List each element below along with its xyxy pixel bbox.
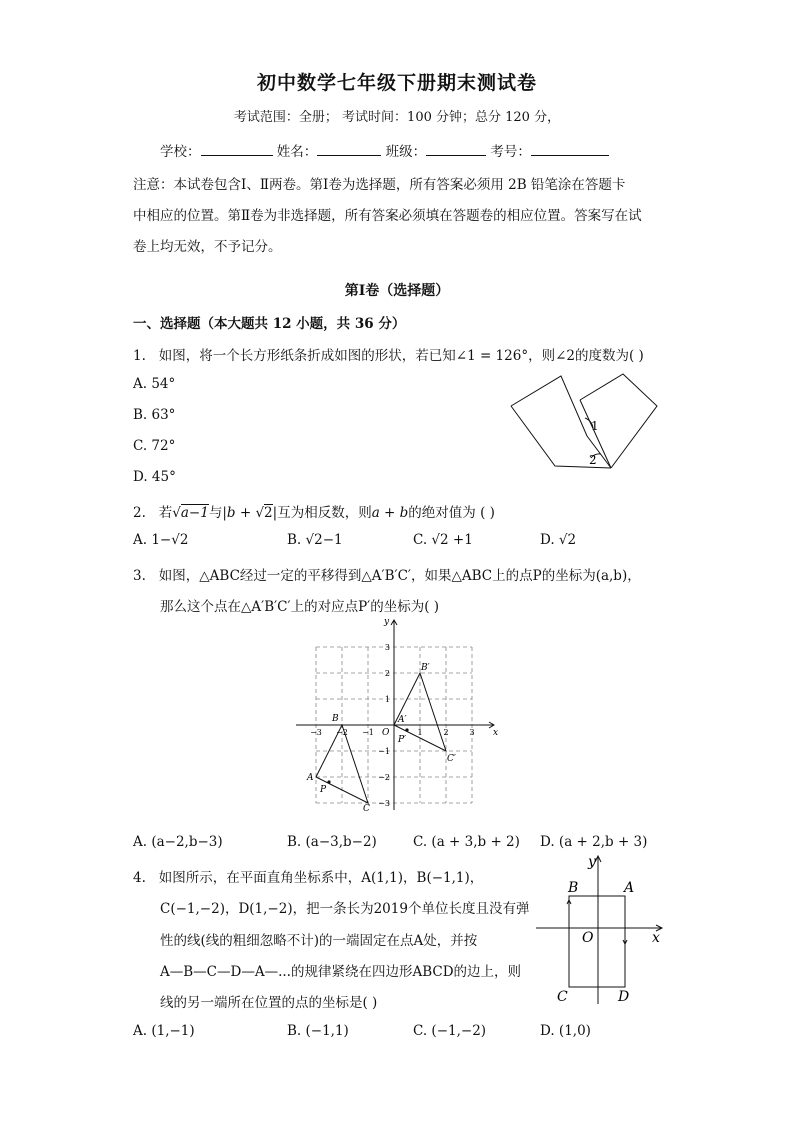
- point-c-label: C: [363, 804, 370, 814]
- point-p-prime-label: P′: [398, 735, 407, 745]
- notice-line-1: 注意：本试卷包含Ⅰ、Ⅱ两卷。第Ⅰ卷为选择题，所有答案必须用 2B 铅笔涂在答题卡: [133, 177, 626, 193]
- q3-option-d[interactable]: D. (a + 2,b + 3): [540, 834, 648, 850]
- point-a-prime-label: A′: [398, 715, 407, 725]
- folded-strip-figure: [505, 370, 665, 470]
- y-axis-label: y: [588, 854, 596, 870]
- sqrt-symbol: √: [255, 505, 265, 521]
- y-tick: −2: [378, 773, 390, 782]
- y-tick: 1: [384, 695, 390, 704]
- x-axis-label: x: [652, 930, 660, 946]
- q3-option-c[interactable]: C. (a + 3,b + 2): [413, 834, 520, 850]
- q4-option-c[interactable]: C. (−1,−2): [413, 1023, 487, 1039]
- q2-sqrt-content: a−1: [180, 505, 209, 521]
- x-tick: −2: [336, 728, 348, 737]
- q2-option-b[interactable]: B. √2−1: [287, 532, 343, 548]
- question-number: 4.: [133, 870, 146, 886]
- point-d-label: D: [618, 989, 630, 1005]
- origin-label: O: [582, 930, 594, 946]
- question-3: [133, 564, 641, 584]
- q2-sqrt-2: 2: [264, 505, 273, 521]
- number-label: 考号：: [490, 144, 531, 160]
- q1-option-d[interactable]: D. 45°: [133, 469, 176, 485]
- q2-text-g: 的绝对值为 ( ): [408, 505, 495, 521]
- q2-option-a[interactable]: A. 1−√2: [133, 532, 189, 548]
- origin-label: O: [382, 728, 390, 738]
- x-tick: 3: [469, 728, 475, 737]
- x-axis-label: x: [493, 728, 499, 738]
- q4-option-a[interactable]: A. (1,−1): [133, 1023, 195, 1039]
- point-b-label: B: [332, 714, 339, 724]
- notice-line-2: 中相应的位置。第Ⅱ卷为非选择题，所有答案必须填在答题卷的相应位置。答案写在试: [133, 208, 642, 224]
- question-text: 如图，将一个长方形纸条折成如图的形状，若已知∠1 = 126°，则∠2的度数为( ): [158, 348, 644, 364]
- exam-title: 初中数学七年级下册期末测试卷: [256, 72, 537, 94]
- question-1: [133, 344, 644, 364]
- q2-text-b: 与|: [208, 505, 227, 521]
- q4-option-d[interactable]: D. (1,0): [540, 1023, 591, 1039]
- question-number: 2.: [133, 505, 146, 521]
- point-b-prime-label: B′: [421, 663, 430, 673]
- point-a-label: A: [307, 773, 314, 783]
- q2-text-a: 若: [158, 505, 173, 521]
- question-number: 1.: [133, 348, 146, 364]
- rectangle-abcd-figure: [532, 852, 667, 1008]
- section-title: 第Ⅰ卷（选择题）: [344, 283, 450, 299]
- class-label: 班级：: [385, 144, 427, 160]
- exam-subtitle: 考试范围：全册； 考试时间：100 分钟；总分 120 分，: [233, 110, 561, 125]
- x-tick: 2: [443, 728, 449, 737]
- angle-2-label: 2: [589, 453, 597, 467]
- school-field[interactable]: [201, 141, 273, 156]
- name-field[interactable]: [317, 141, 381, 156]
- sqrt-symbol: √: [172, 505, 181, 521]
- q3-option-a[interactable]: A. (a−2,b−3): [133, 834, 223, 850]
- part-title: 一、选择题（本大题共 12 小题，共 36 分）: [133, 316, 406, 332]
- y-tick: −1: [378, 747, 390, 756]
- question-text-line-4: A—B—C—D—A—...的规律紧绕在四边形ABCD的边上，则: [160, 964, 522, 980]
- question-text-line-1: 如图，△ABC经过一定的平移得到△A′B′C′，如果△ABC上的点P的坐标为(a,b)，: [158, 568, 641, 584]
- q4-option-b[interactable]: B. (−1,1): [287, 1023, 349, 1039]
- x-tick: −1: [362, 728, 374, 737]
- q3-option-b[interactable]: B. (a−3,b−2): [287, 834, 377, 850]
- x-tick: 1: [417, 728, 423, 737]
- point-p-label: P: [320, 785, 327, 795]
- q2-text-c: b +: [226, 505, 256, 521]
- school-label: 学校：: [160, 144, 201, 160]
- y-tick: −3: [378, 799, 390, 808]
- question-4: [133, 866, 483, 886]
- question-text-line-3: 性的线(线的粗细忽略不计)的一端固定在点A处，并按: [160, 933, 478, 949]
- question-text-line-2: 那么这个点在△A′B′C′上的对应点P′的坐标为( ): [160, 599, 440, 615]
- q2-text-e: |互为相反数，则: [272, 505, 372, 521]
- number-field[interactable]: [531, 141, 609, 156]
- angle-1-label: 1: [591, 419, 599, 433]
- y-tick: 3: [384, 643, 390, 652]
- point-c-prime-label: C′: [447, 754, 456, 764]
- q2-option-c[interactable]: C. √2 +1: [413, 532, 473, 548]
- q2-text-f: a + b: [371, 505, 409, 521]
- y-axis-label: y: [384, 617, 390, 627]
- q1-option-a[interactable]: A. 54°: [133, 376, 176, 392]
- q1-option-b[interactable]: B. 63°: [133, 407, 176, 423]
- student-info-row: [160, 140, 609, 160]
- question-text-line-2: C(−1,−2)，D(1,−2)，把一条长为2019个单位长度且没有弹: [160, 901, 530, 917]
- notice-line-3: 卷上均无效，不予记分。: [133, 239, 282, 255]
- point-c-label: C: [557, 989, 568, 1005]
- y-tick: 2: [384, 669, 390, 678]
- question-2: [133, 501, 495, 521]
- q1-option-c[interactable]: C. 72°: [133, 438, 176, 454]
- class-field[interactable]: [426, 141, 486, 156]
- question-number: 3.: [133, 568, 146, 584]
- question-text-line-1: 如图所示，在平面直角坐标系中，A(1,1)，B(−1,1)，: [158, 870, 484, 886]
- translation-grid-figure: [290, 614, 502, 814]
- question-text-line-5: 线的另一端所在位置的点的坐标是( ): [160, 995, 378, 1011]
- name-label: 姓名：: [276, 144, 318, 160]
- point-a-label: A: [624, 880, 635, 896]
- q2-option-d[interactable]: D. √2: [540, 532, 577, 548]
- x-tick: −3: [310, 728, 322, 737]
- point-b-label: B: [568, 880, 579, 896]
